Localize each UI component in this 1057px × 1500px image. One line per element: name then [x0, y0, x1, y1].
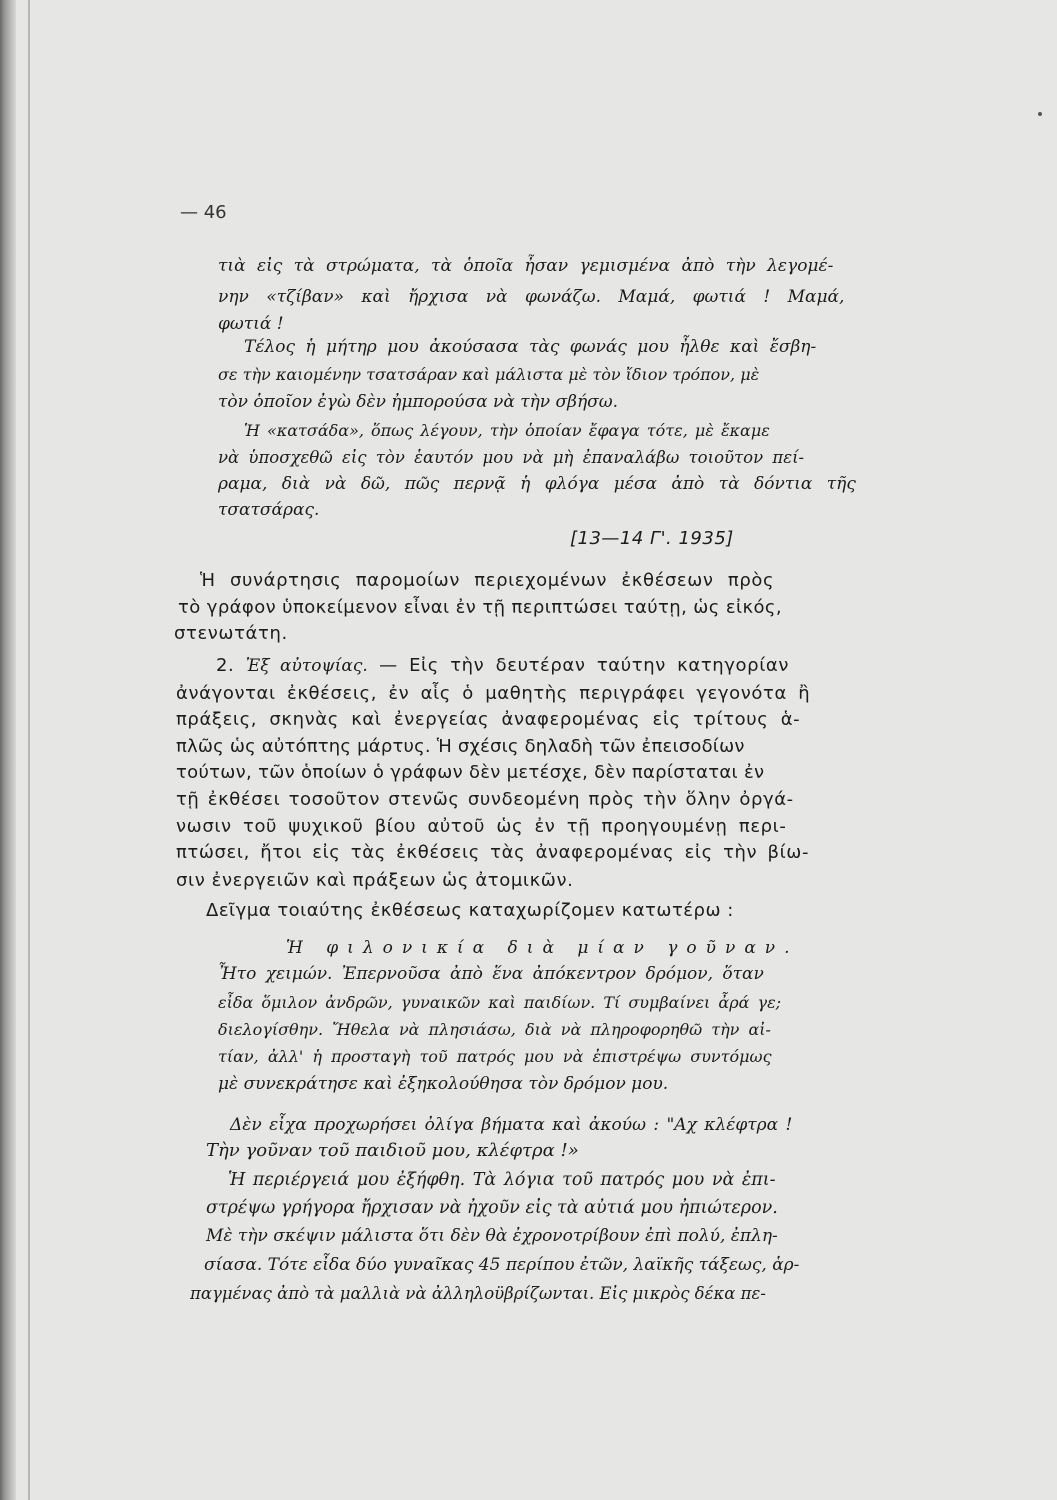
section-line: τούτων, τῶν ὁποίων ὁ γράφων δὲν μετέσχε, δὲν παρίσταται ἐν [176, 762, 765, 783]
story1-line: τὸν ὁποῖον ἐγὼ δὲν ἠμπορούσα νὰ τὴν σβήσω. [218, 392, 619, 412]
story1-date: [13—14 Γ'. 1935] [570, 528, 734, 549]
story2-line: μὲ συνεκράτησε καὶ ἐξηκολούθησα τὸν δρόμον μου. [218, 1074, 669, 1094]
story2-line: διελογίσθην. Ἤθελα νὰ πλησιάσω, διὰ νὰ πληροφορηθῶ τὴν αἰ- [218, 1020, 771, 1039]
story1-line: νην «τζίβαν» καὶ ἤρχισα νὰ φωνάζω. Μαμά, φωτιά ! Μαμά, [218, 287, 845, 307]
section-line: σιν ἐνεργειῶν καὶ πράξεων ὡς ἀτομικῶν. [176, 870, 574, 891]
story2-line: στρέψω γρήγορα ἤρχισαν νὰ ἠχοῦν εἰς τὰ αὐτιά μου ἠπιώτερον. [206, 1198, 778, 1218]
section-line: τῇ ἐκθέσει τοσοῦτον στενῶς συνδεομένη πρὸς τὴν ὅλην ὀργά- [176, 789, 794, 810]
story2-title: Ἡ φιλονικία διὰ μίαν γοῦναν. [286, 938, 799, 958]
story1-line: τιὰ εἰς τὰ στρώματα, τὰ ὁποῖα ἦσαν γεμισμένα ἀπὸ τὴν λεγομέ- [218, 256, 834, 276]
scan-speck [1038, 112, 1042, 116]
page-number: — 46 [180, 202, 227, 223]
story2-line: εἶδα ὅμιλον ἀνδρῶν, γυναικῶν καὶ παιδίων. Τί συμβαίνει ἆρά γε; [218, 993, 782, 1012]
story1-line: Τέλος ἡ μήτηρ μου ἀκούσασα τὰς φωνάς μου ἦλθε καὶ ἔσβη- [244, 337, 817, 357]
scan-binding-line [28, 0, 30, 1500]
story2-line: Ἡ περιέργειά μου ἐξήφθη. Τὰ λόγια τοῦ πατρός μου νὰ ἐπι- [228, 1170, 776, 1190]
sample-intro: Δεῖγμα τοιαύτης ἐκθέσεως καταχωρίζομεν κατωτέρω : [206, 900, 734, 921]
story2-line: σίασα. Τότε εἶδα δύο γυναῖκας 45 περίπου ἐτῶν, λαϊκῆς τάξεως, ἁρ- [204, 1255, 800, 1275]
story1-line: σε τὴν καιομένην τσατσάραν καὶ μάλιστα μὲ τὸν ἴδιον τρόπον, μὲ [218, 365, 760, 384]
section-line: πράξεις, σκηνὰς καὶ ἐνεργείας ἀναφερομένας εἰς τρίτους ἁ- [176, 709, 801, 730]
section-number: 2. [216, 655, 235, 676]
story1-line: τσατσάρας. [218, 500, 320, 520]
story1-line: φωτιά ! [218, 314, 284, 334]
section-line: — Εἰς τὴν δευτέραν ταύτην κατηγορίαν [379, 655, 789, 676]
story2-line: παγμένας ἀπὸ τὰ μαλλιὰ νὰ ἀλληλοϋβρίζωνται. Εἰς μικρὸς δέκα πε- [190, 1284, 766, 1303]
section-title: Ἐξ αὐτοψίας. [245, 656, 368, 676]
section-line: πτώσει, ἤτοι εἰς τὰς ἐκθέσεις τὰς ἀναφερομένας εἰς τὴν βίω- [176, 842, 810, 863]
commentary-line: τὸ γράφον ὑποκείμενον εἶναι ἐν τῇ περιπτώσει ταύτῃ, ὡς εἰκός, [178, 597, 782, 618]
story2-line: Δὲν εἶχα προχωρήσει ὀλίγα βήματα καὶ ἀκούω : "Αχ κλέφτρα ! [230, 1115, 793, 1135]
scan-left-edge-shadow [0, 0, 16, 1500]
story1-line: ραμα, διὰ νὰ δῶ, πῶς περνᾷ ἡ φλόγα μέσα ἀπὸ τὰ δόντια τῆς [218, 474, 856, 494]
section-line: νωσιν τοῦ ψυχικοῦ βίου αὐτοῦ ὡς ἐν τῇ προηγουμένῃ περι- [176, 816, 787, 837]
section-heading-line [216, 657, 789, 675]
story1-line: νὰ ὑποσχεθῶ εἰς τὸν ἑαυτόν μου νὰ μὴ ἐπαναλάβω τοιοῦτον πεί- [218, 448, 805, 467]
story2-line: Μὲ τὴν σκέψιν μάλιστα ὅτι δὲν θὰ ἐχρονοτρίβουν ἐπὶ πολύ, ἐπλη- [206, 1226, 778, 1246]
section-line: ἀνάγονται ἐκθέσεις, ἐν αἷς ὁ μαθητὴς περιγράφει γεγονότα ἢ [176, 683, 811, 704]
commentary-line: Ἡ συνάρτησις παρομοίων περιεχομένων ἐκθέσεων πρὸς [200, 570, 775, 591]
commentary-line: στενωτάτη. [174, 623, 288, 644]
story2-line: Ἦτο χειμών. Ἐπερνοῦσα ἀπὸ ἕνα ἀπόκεντρον δρόμον, ὅταν [218, 964, 764, 984]
story2-line: τίαν, ἀλλ' ἡ προσταγὴ τοῦ πατρός μου νὰ ἐπιστρέψω συντόμως [218, 1047, 772, 1066]
section-line: πλῶς ὡς αὐτόπτης μάρτυς. Ἡ σχέσις δηλαδὴ τῶν ἐπεισοδίων [176, 736, 745, 757]
story1-line: Ἡ «κατσάδα», ὅπως λέγουν, τὴν ὁποίαν ἔφαγα τότε, μὲ ἔκαμε [244, 421, 770, 440]
story2-line: Τὴν γοῦναν τοῦ παιδιοῦ μου, κλέφτρα !» [206, 1140, 579, 1161]
